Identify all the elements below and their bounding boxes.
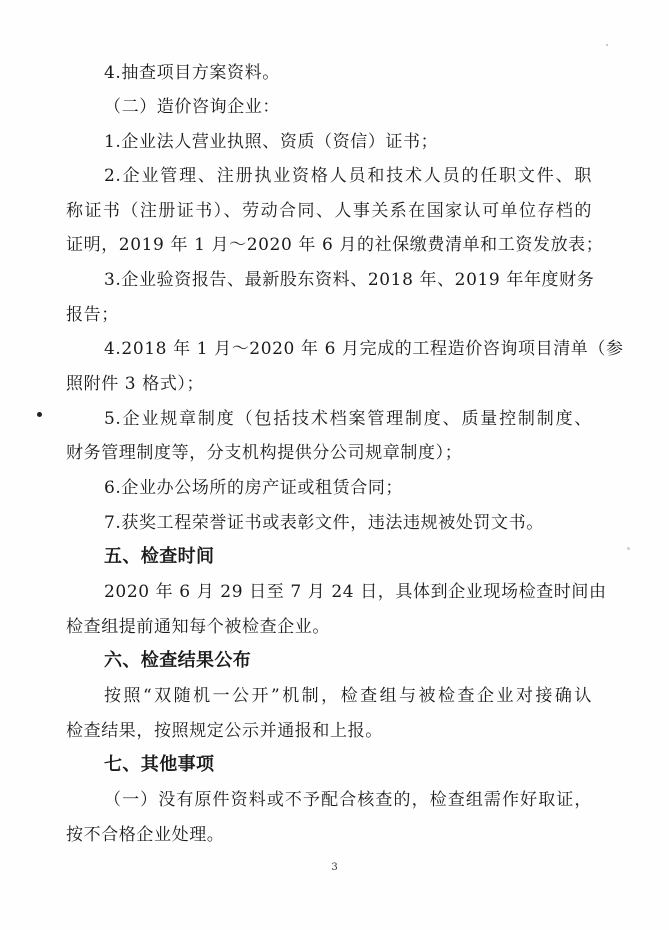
section-subheading: （二）造价咨询企业：: [104, 97, 280, 117]
section-heading: 五、检查时间: [104, 546, 215, 567]
paragraph-line: 6.企业办公场所的房产证或租赁合同；: [104, 478, 404, 498]
paragraph-line: 报告；: [66, 305, 119, 325]
paragraph-line: 检查结果，按照规定公示并通报和上报。: [66, 721, 383, 741]
paragraph-line: 按照“双随机一公开”机制，检查组与被检查企业对接确认: [104, 686, 592, 706]
paragraph-line: 检查组提前通知每个被检查企业。: [66, 617, 330, 637]
paragraph-line: 称证书（注册证书）、劳动合同、人事关系在国家认可单位存档的: [66, 201, 592, 221]
paragraph-line: 证明，2019 年 1 月～2020 年 6 月的社保缴费清单和工资发放表；: [66, 235, 604, 255]
paragraph-line: 照附件 3 格式）；: [66, 374, 205, 394]
paragraph-line: 财务管理制度等，分支机构提供分公司规章制度）；: [66, 443, 463, 463]
paragraph-line: 5.企业规章制度（包括技术档案管理制度、质量控制制度、: [104, 409, 592, 429]
paragraph-line: 按不合格企业处理。: [66, 825, 225, 845]
section-heading: 六、检查结果公布: [104, 650, 252, 671]
paper-speck: [606, 44, 608, 46]
paragraph-line: 3.企业验资报告、最新股东资料、2018 年、2019 年年度财务: [104, 270, 595, 290]
page-number: 3: [331, 862, 338, 873]
stray-mark: [37, 412, 42, 417]
paragraph-line: 4.抽查项目方案资料。: [104, 63, 280, 83]
section-heading: 七、其他事项: [104, 754, 215, 775]
paragraph-line: 2.企业管理、注册执业资格人员和技术人员的任职文件、职: [104, 166, 592, 186]
paper-speck: [627, 547, 630, 550]
paragraph-line: 2020 年 6 月 29 日至 7 月 24 日，具体到企业现场检查时间由: [104, 582, 607, 602]
paragraph-line: 7.获奖工程荣誉证书或表彰文件，违法违规被处罚文书。: [104, 513, 544, 533]
paragraph-line: 1.企业法人营业执照、资质（资信）证书；: [104, 132, 439, 152]
paragraph-line: （一）没有原件资料或不予配合核查的，检查组需作好取证，: [104, 790, 592, 810]
paragraph-line: 4.2018 年 1 月～2020 年 6 月完成的工程造价咨询项目清单（参: [104, 339, 624, 359]
